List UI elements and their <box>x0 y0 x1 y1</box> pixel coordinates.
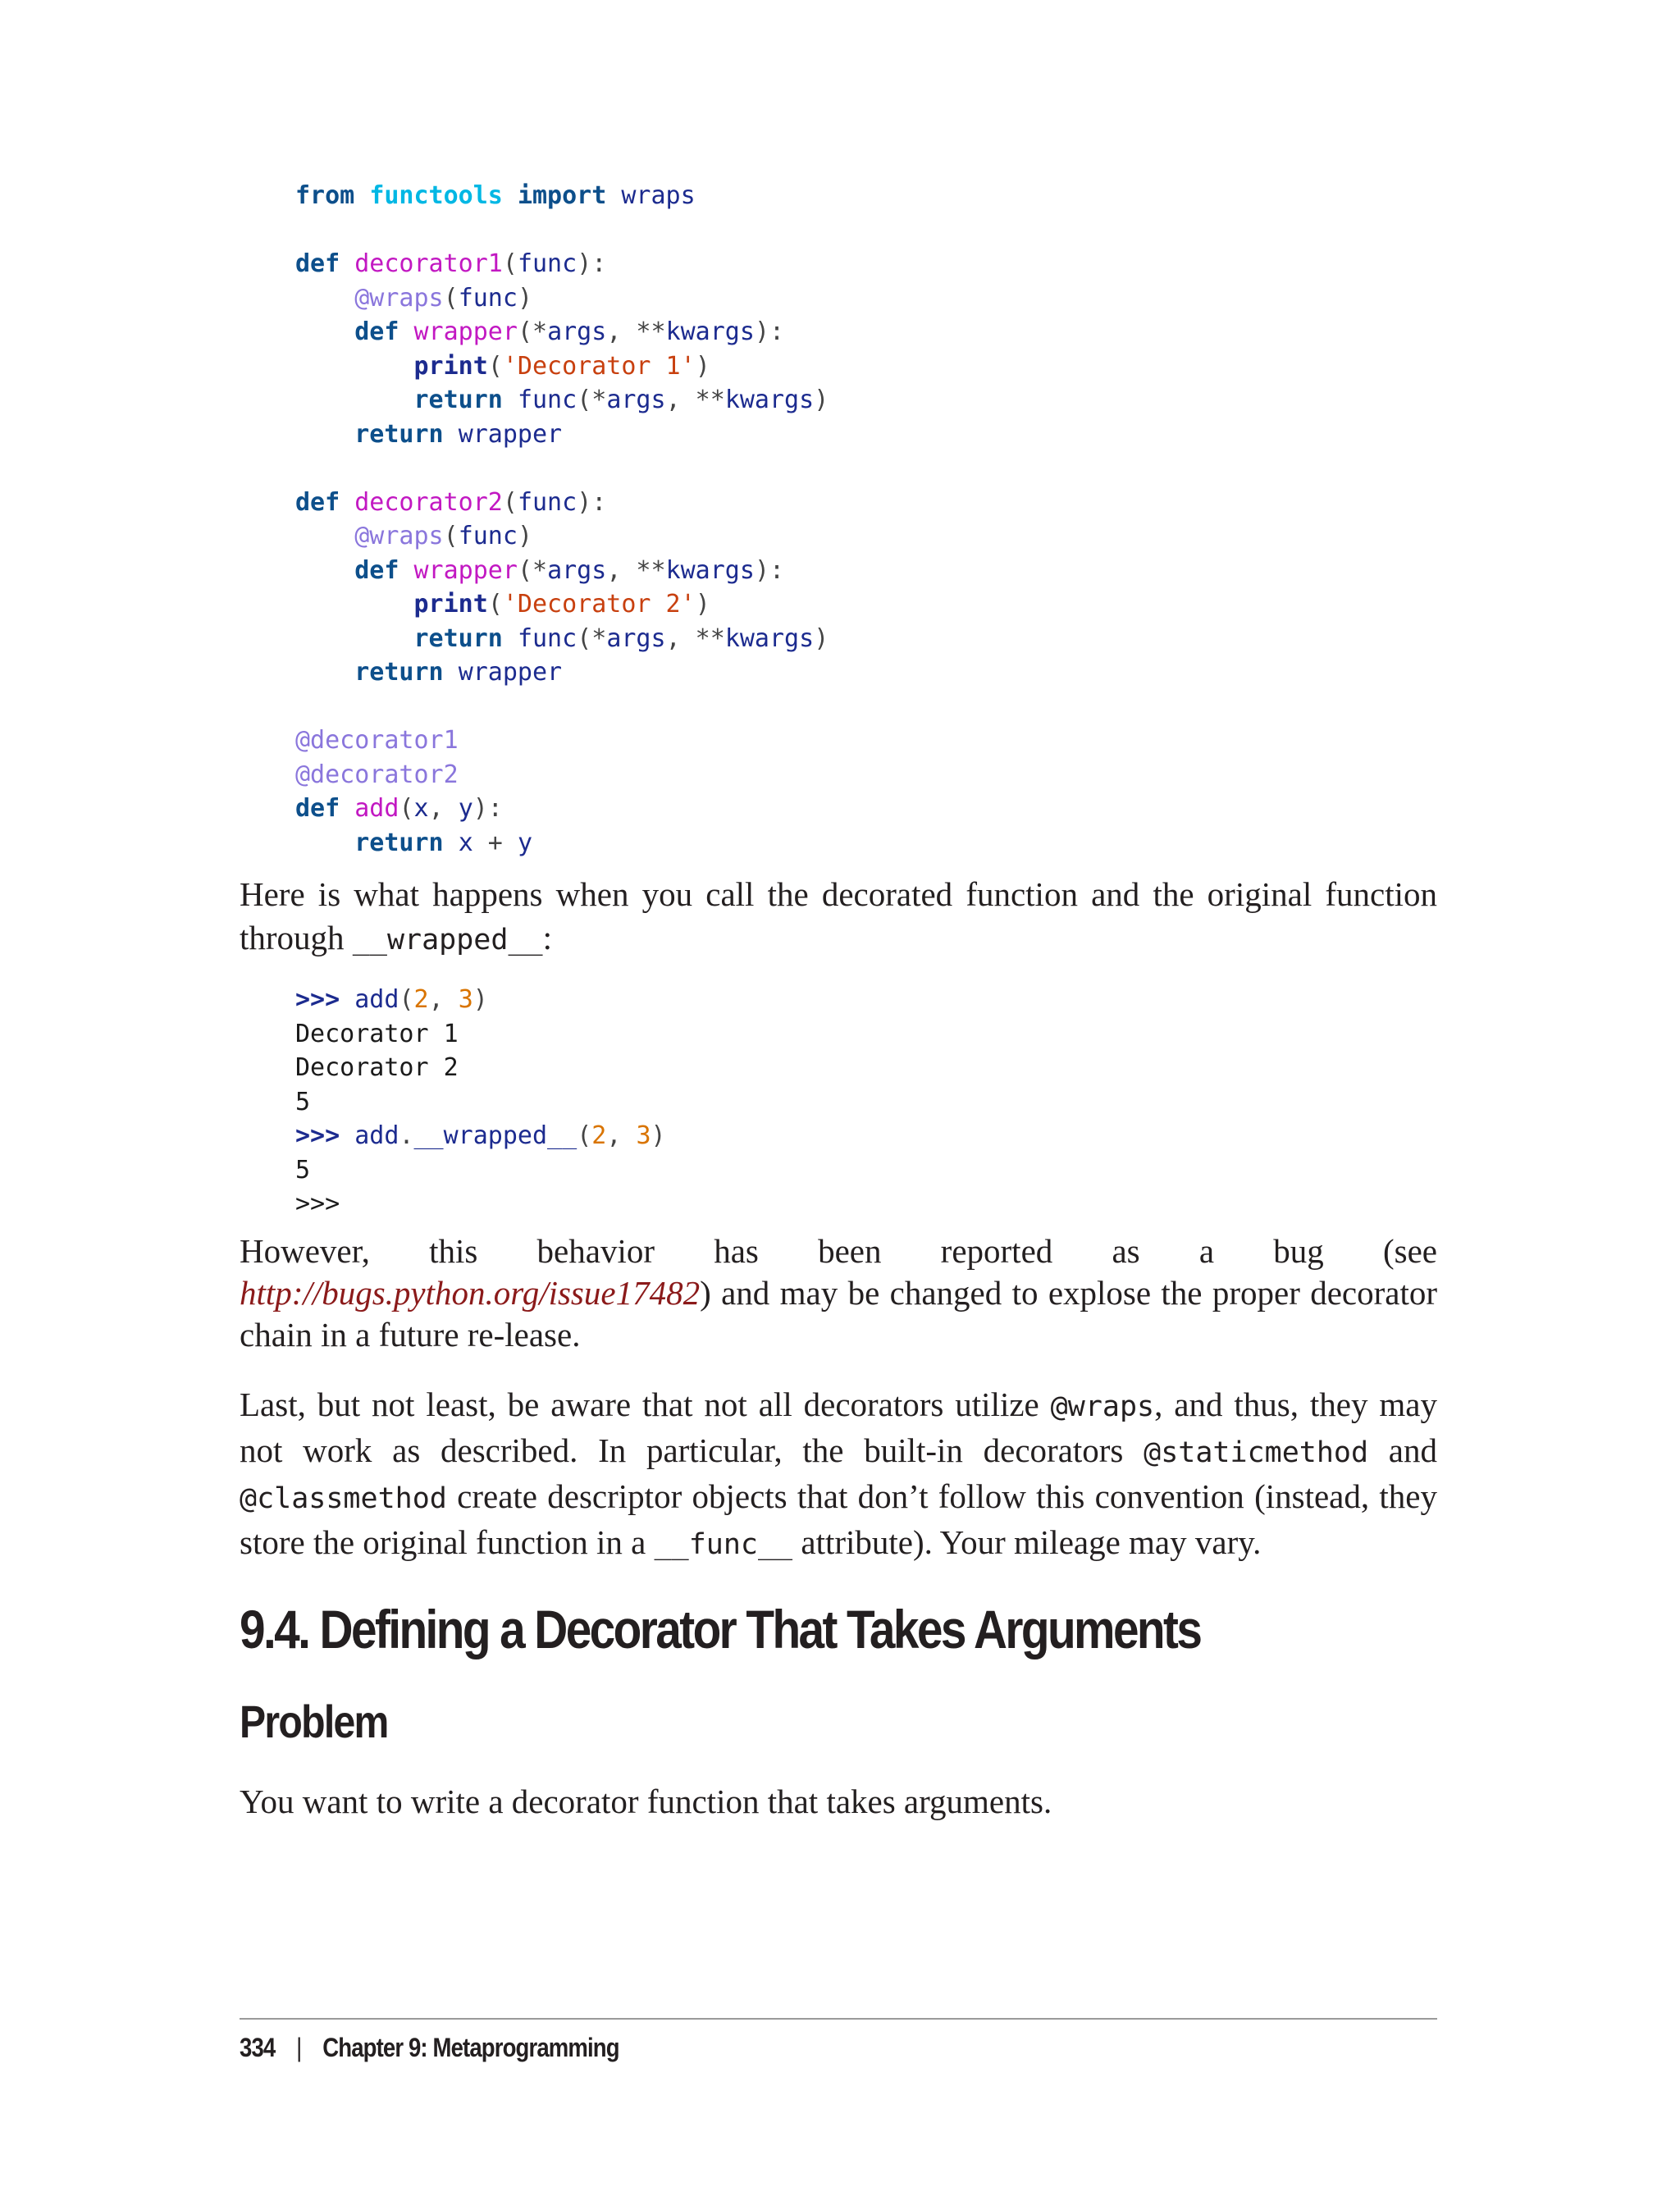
code-token: ): <box>754 317 785 346</box>
code-token <box>295 317 354 346</box>
code-token: , <box>428 985 459 1014</box>
code-token: Decorator 1 <box>295 1019 459 1048</box>
code-token <box>606 181 621 210</box>
code-token <box>444 829 459 857</box>
code-token: decorator2 <box>354 487 503 517</box>
code-token: __wrapped__ <box>413 1121 578 1150</box>
code-token: return <box>354 419 444 449</box>
code-token: @wraps <box>354 522 444 550</box>
paragraph-wraps-caveat: Last, but not least, be aware that not all decorators utilize @wraps, and thus, they may not work as described. In particular, the built-in decorators @staticmethod and @classmethod create descriptor objects that don’t follow this convention (instead, they store the original function in a __func__ attribute). Your mileage may vary. <box>240 1386 1437 1561</box>
code-token: def <box>295 487 340 517</box>
code-token <box>295 590 414 619</box>
code-token: ( <box>443 522 459 550</box>
code-token: ) <box>517 522 532 550</box>
code-line <box>295 383 829 418</box>
code-token: >>> <box>295 1189 340 1218</box>
code-token: 3 <box>458 985 473 1014</box>
paragraph-wrapped-intro: Here is what happens when you call the decorated function and the original function through __wrapped__: <box>240 875 1437 956</box>
code-token: ) <box>472 985 488 1014</box>
code-token <box>503 181 518 210</box>
page-footer <box>240 2033 619 2063</box>
code-line <box>295 758 829 792</box>
page-number: 334 <box>240 2033 276 2062</box>
code-token <box>340 249 354 278</box>
code-token: x <box>458 828 473 857</box>
code-token <box>295 829 354 857</box>
code-token: return <box>354 658 444 687</box>
code-line <box>295 418 829 452</box>
code-token <box>295 658 354 687</box>
code-token <box>444 658 459 687</box>
code-token: ( <box>487 351 503 381</box>
code-token: Decorator 2 <box>295 1053 459 1082</box>
code-line <box>295 724 829 758</box>
code-token: >>> <box>295 985 340 1014</box>
code-line <box>295 519 829 554</box>
code-token: 5 <box>295 1087 311 1116</box>
code-token <box>340 1121 354 1150</box>
code-line <box>295 655 829 690</box>
code-token: func <box>517 249 578 278</box>
code-token: x <box>413 794 429 823</box>
chapter-title: Chapter 9: Metaprogramming <box>322 2033 619 2062</box>
code-token: def <box>354 555 399 585</box>
code-token: ) <box>814 386 829 414</box>
code-token: add <box>354 794 399 823</box>
paragraph-bug-report: However, this behavior has been reported as a bug (see http://bugs.python.org/issue17482) and may be changed to explose the proper decorator chain in a future re-lease. <box>240 1232 1437 1354</box>
code-token <box>340 794 354 823</box>
code-line <box>295 315 829 349</box>
code-token: >>> <box>295 1121 340 1150</box>
code-token: def <box>354 317 399 346</box>
code-token: return <box>413 386 503 414</box>
code-token <box>295 352 414 381</box>
code-token: 'Decorator 2' <box>502 590 696 619</box>
code-token: . <box>399 1121 414 1150</box>
code-token: functools <box>369 181 503 210</box>
code-line <box>295 792 829 826</box>
code-token: 5 <box>295 1155 311 1185</box>
code-token: kwargs <box>665 555 755 585</box>
code-line <box>295 1085 666 1120</box>
code-token: y <box>458 794 473 823</box>
code-token: @decorator2 <box>295 760 459 789</box>
code-token: (* <box>517 555 548 585</box>
code-token: y <box>517 828 532 857</box>
code-token <box>444 420 459 449</box>
code-token <box>295 624 414 653</box>
code-line <box>295 1017 666 1052</box>
code-token: ) <box>695 351 710 381</box>
code-token: ) <box>517 283 532 313</box>
code-token: (* <box>577 386 607 414</box>
code-line <box>295 622 829 656</box>
code-token: print <box>413 351 488 381</box>
code-token: ): <box>577 487 607 517</box>
problem-heading: Problem <box>240 1696 388 1747</box>
code-token: def <box>295 794 340 823</box>
code-token: @wraps <box>354 283 444 313</box>
code-line <box>295 179 829 213</box>
code-token: , ** <box>665 386 725 414</box>
code-token: , <box>606 1121 637 1150</box>
code-token: args <box>606 386 666 414</box>
code-token: ): <box>472 794 503 823</box>
code-token: print <box>413 590 488 619</box>
code-token <box>295 284 354 313</box>
code-block-interactive-session <box>295 983 666 1221</box>
code-token: ) <box>651 1121 666 1150</box>
code-block-decorators <box>295 179 829 860</box>
code-token: @decorator1 <box>295 726 459 755</box>
code-token <box>503 386 518 414</box>
code-token: wraps <box>621 181 696 210</box>
code-token: (* <box>577 623 607 653</box>
code-token <box>503 624 518 653</box>
code-token <box>399 556 413 585</box>
code-token: 2 <box>413 985 429 1014</box>
code-token <box>340 488 354 517</box>
code-token: 3 <box>636 1121 651 1150</box>
code-token: func <box>458 522 518 550</box>
footer-rule <box>240 2018 1437 2020</box>
code-token <box>399 317 413 346</box>
code-line <box>295 349 829 384</box>
code-line <box>295 281 829 316</box>
code-token: from <box>295 181 355 210</box>
code-token: decorator1 <box>354 249 503 278</box>
code-token: args <box>547 317 607 346</box>
code-token: , <box>428 794 459 823</box>
footer-separator: | <box>296 2033 302 2062</box>
code-token: args <box>606 623 666 653</box>
code-token: return <box>354 828 444 857</box>
code-token: wrapper <box>413 317 518 346</box>
code-token <box>295 386 414 414</box>
code-token: ( <box>502 487 518 517</box>
code-line <box>295 690 829 724</box>
bug-report-link[interactable]: http://bugs.python.org/issue17482 <box>240 1274 701 1312</box>
code-token: ( <box>502 249 518 278</box>
code-line <box>295 983 666 1017</box>
code-token: func <box>517 386 578 414</box>
code-line <box>295 1051 666 1085</box>
code-token: ( <box>443 283 459 313</box>
code-token: ( <box>399 794 414 823</box>
code-token: (* <box>517 317 548 346</box>
code-token: args <box>547 555 607 585</box>
code-token: 'Decorator 1' <box>502 351 696 381</box>
code-token: func <box>517 623 578 653</box>
code-token: wrapper <box>458 419 563 449</box>
code-token <box>295 420 354 449</box>
code-token: func <box>517 487 578 517</box>
code-token: + <box>472 828 518 857</box>
code-token: ) <box>814 623 829 653</box>
code-token: add <box>354 1121 399 1150</box>
code-line <box>295 486 829 520</box>
code-token <box>295 522 354 550</box>
code-token: , ** <box>606 317 666 346</box>
code-line <box>295 1153 666 1188</box>
code-line <box>295 554 829 588</box>
code-token: ) <box>695 590 710 619</box>
code-token: , ** <box>665 623 725 653</box>
code-token: ( <box>487 590 503 619</box>
code-token: add <box>354 985 399 1014</box>
code-token: return <box>413 623 503 653</box>
code-token: kwargs <box>724 623 815 653</box>
code-token: import <box>517 181 607 210</box>
code-token: def <box>295 249 340 278</box>
code-token <box>295 556 354 585</box>
code-token <box>340 985 354 1014</box>
code-token: ): <box>577 249 607 278</box>
code-line <box>295 1119 666 1153</box>
code-token: , ** <box>606 555 666 585</box>
code-line <box>295 213 829 248</box>
code-token: kwargs <box>665 317 755 346</box>
code-token: 2 <box>591 1121 607 1150</box>
code-line <box>295 826 829 861</box>
code-line <box>295 587 829 622</box>
code-line <box>295 451 829 486</box>
code-token: func <box>458 283 518 313</box>
code-token: ): <box>754 555 785 585</box>
code-token <box>354 181 369 210</box>
section-heading: 9.4. Defining a Decorator That Takes Arguments <box>240 1599 1201 1659</box>
code-token: kwargs <box>724 386 815 414</box>
code-token: ( <box>399 985 414 1014</box>
code-token: wrapper <box>458 658 563 687</box>
code-token: wrapper <box>413 555 518 585</box>
code-line <box>295 247 829 281</box>
code-token: ( <box>577 1121 592 1150</box>
paragraph-problem: You want to write a decorator function that takes arguments. <box>240 1783 1052 1820</box>
code-line <box>295 1187 666 1221</box>
